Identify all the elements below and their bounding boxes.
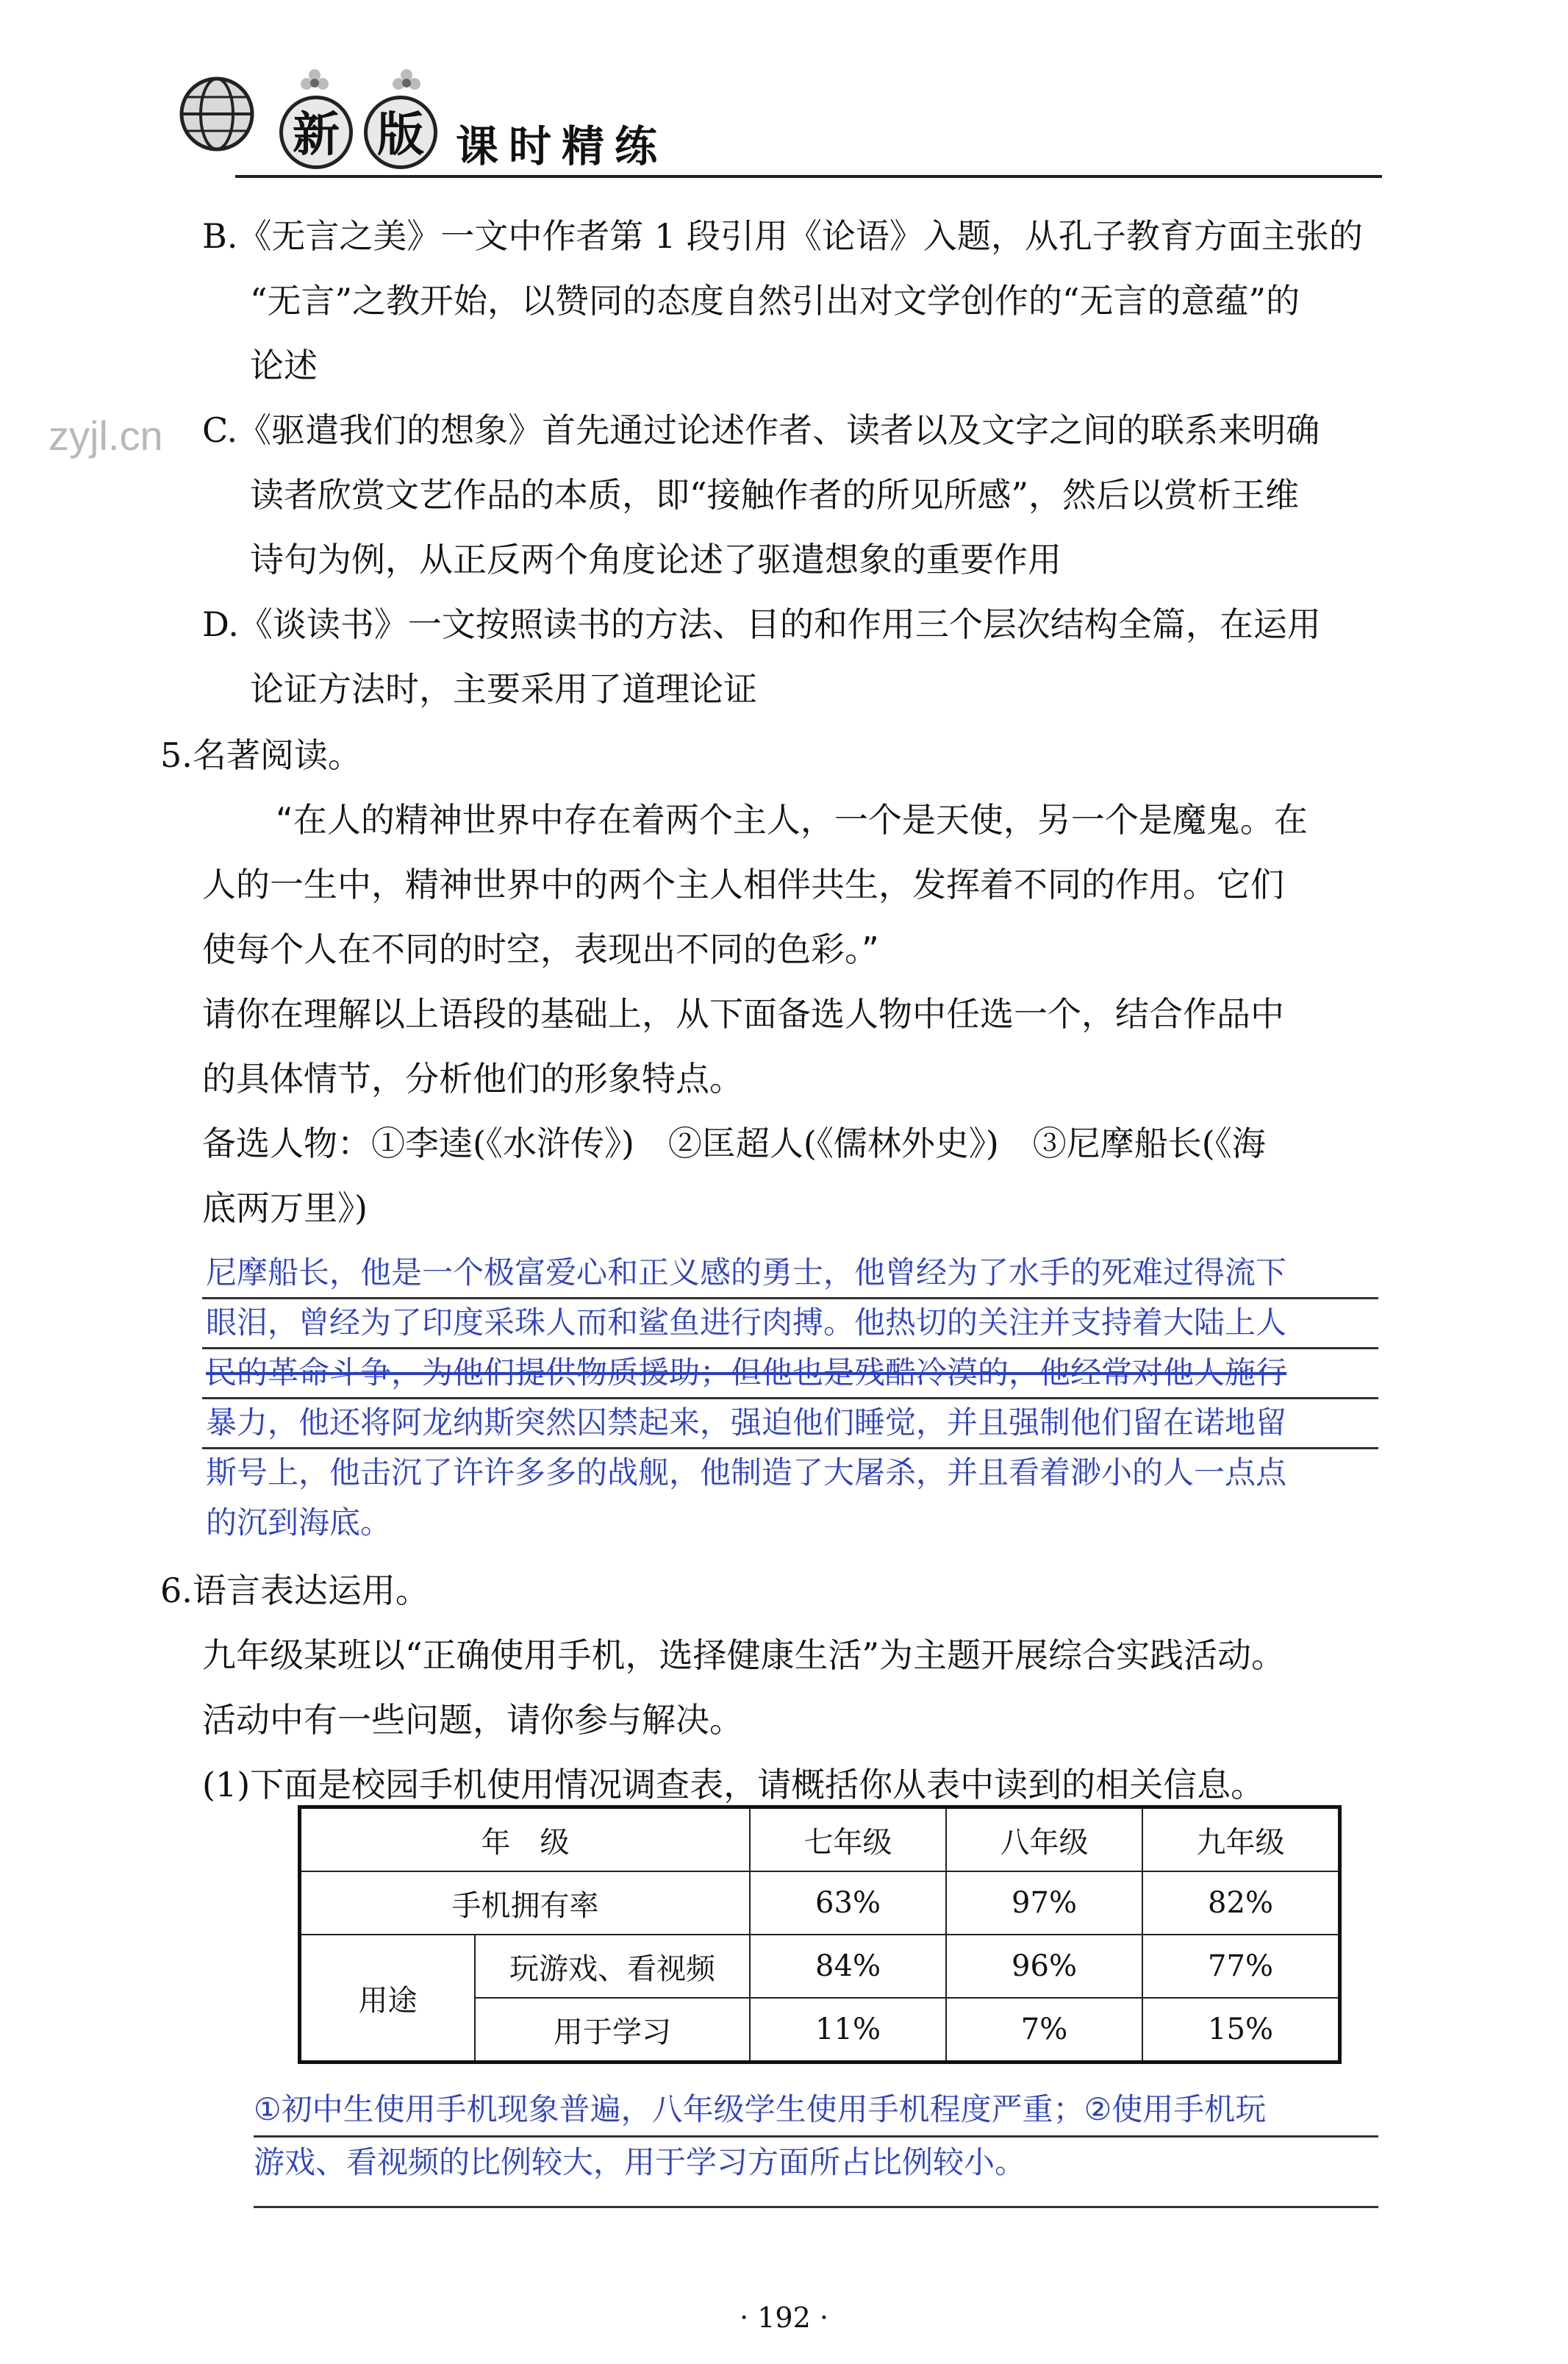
- answer-underline: [202, 1297, 1378, 1299]
- flower-ornament-icon: [390, 66, 423, 100]
- header-badge-new: 新: [279, 96, 353, 169]
- candidate-options: 备选人物：①李逵(《水浒传》) ②匡超人(《儒林外史》) ③尼摩船长(《海: [202, 1124, 1266, 1163]
- answer-underline: [254, 2135, 1378, 2138]
- question-intro: 活动中有一些问题，请你参与解决。: [202, 1700, 743, 1740]
- question-prompt: 的具体情节，分析他们的形象特点。: [202, 1059, 743, 1099]
- quote-line: 使每个人在不同的时空，表现出不同的色彩。”: [202, 929, 879, 969]
- watermark: zyjl.cn: [49, 413, 163, 459]
- option-b-line: 论述: [250, 346, 318, 385]
- answer-underline: [202, 1347, 1378, 1349]
- table-cell: 77%: [1142, 1935, 1340, 1998]
- question-6-title: 6.语言表达运用。: [160, 1571, 429, 1610]
- table-header-cell: 七年级: [750, 1807, 946, 1872]
- globe-icon: [176, 74, 257, 154]
- answer-line: 尼摩船长，他是一个极富爱心和正义感的勇士，他曾经为了水手的死难过得流下: [206, 1254, 1287, 1290]
- option-d-line: D.《谈读书》一文按照读书的方法、目的和作用三个层次结构全篇，在运用: [202, 604, 1321, 644]
- table-cell: 97%: [946, 1871, 1142, 1935]
- question-5-title: 5.名著阅读。: [160, 735, 362, 775]
- option-c-line: C.《驱遣我们的想象》首先通过论述作者、读者以及文字之间的联系来明确: [202, 410, 1320, 450]
- option-d-line: 论证方法时，主要采用了道理论证: [250, 669, 757, 709]
- header-rule: [235, 175, 1382, 178]
- answer-line: 游戏、看视频的比例较大，用于学习方面所占比例较小。: [254, 2144, 1026, 2180]
- candidate-options: 底两万里》): [202, 1188, 368, 1228]
- answer-line: 眼泪，曾经为了印度采珠人而和鲨鱼进行肉搏。他热切的关注并支持着大陆上人: [206, 1304, 1287, 1340]
- option-c-line: 读者欣赏文艺作品的本质，即“接触作者的所见所感”，然后以赏析王维: [250, 475, 1300, 515]
- table-row: [300, 1871, 1340, 1935]
- series-title: 课时精练: [456, 121, 668, 171]
- page-header: [169, 51, 1382, 169]
- header-badge-edition: 版: [364, 96, 437, 169]
- phone-usage-survey-table: [298, 1805, 1342, 2064]
- answer-line: ①初中生使用手机现象普遍，八年级学生使用手机程度严重；②使用手机玩: [254, 2091, 1267, 2127]
- option-b-line: B.《无言之美》一文中作者第 1 段引用《论语》入题，从孔子教育方面主张的: [202, 216, 1363, 256]
- table-cell: 84%: [750, 1935, 946, 1998]
- option-b-line: “无言”之教开始，以赞同的态度自然引出对文学创作的“无言的意蕴”的: [250, 281, 1300, 321]
- table-header-cell: 年 级: [300, 1807, 751, 1872]
- quote-line: 人的一生中，精神世界中的两个主人相伴共生，发挥着不同的作用。它们: [202, 865, 1284, 904]
- table-cell: 82%: [1142, 1871, 1340, 1935]
- answer-line: 暴力，他还将阿龙纳斯突然囚禁起来，强迫他们睡觉，并且强制他们留在诺地留: [206, 1404, 1287, 1440]
- table-header-cell: 九年级: [1142, 1807, 1340, 1872]
- table-row-label: 用于学习: [475, 1998, 750, 2063]
- answer-underline: [202, 1397, 1378, 1399]
- table-cell: 15%: [1142, 1998, 1340, 2063]
- table-row: [300, 1935, 1340, 1998]
- table-row: [300, 1807, 1340, 1872]
- sub-question-1: (1)下面是校园手机使用情况调查表，请概括你从表中读到的相关信息。: [202, 1765, 1265, 1804]
- table-cell: 63%: [750, 1871, 946, 1935]
- table-row-label: 玩游戏、看视频: [475, 1935, 750, 1998]
- answer-line: 斯号上，他击沉了许许多多的战舰，他制造了大屠杀，并且看着渺小的人一点点: [206, 1454, 1287, 1490]
- table-cell: 11%: [750, 1998, 946, 2063]
- question-prompt: 请你在理解以上语段的基础上，从下面备选人物中任选一个，结合作品中: [202, 994, 1284, 1034]
- page-number: · 192 ·: [740, 2301, 828, 2334]
- table-cell: 7%: [946, 1998, 1142, 2063]
- option-c-line: 诗句为例，从正反两个角度论述了驱遣想象的重要作用: [250, 540, 1062, 579]
- quote-line: “在人的精神世界中存在着两个主人，一个是天使，另一个是魔鬼。在: [276, 800, 1308, 840]
- answer-underline: [254, 2206, 1378, 2208]
- question-intro: 九年级某班以“正确使用手机，选择健康生活”为主题开展综合实践活动。: [202, 1635, 1286, 1675]
- table-cell: 96%: [946, 1935, 1142, 1998]
- answer-line: 的沉到海底。: [206, 1504, 392, 1540]
- answer-underline: [202, 1447, 1378, 1449]
- table-header-cell: 八年级: [946, 1807, 1142, 1872]
- table-row-label: 用途: [300, 1935, 476, 2063]
- answer-line: 民的革命斗争，为他们提供物质援助；但他也是残酷冷漠的，他经常对他人施行: [206, 1354, 1287, 1390]
- table-row-label: 手机拥有率: [300, 1871, 751, 1935]
